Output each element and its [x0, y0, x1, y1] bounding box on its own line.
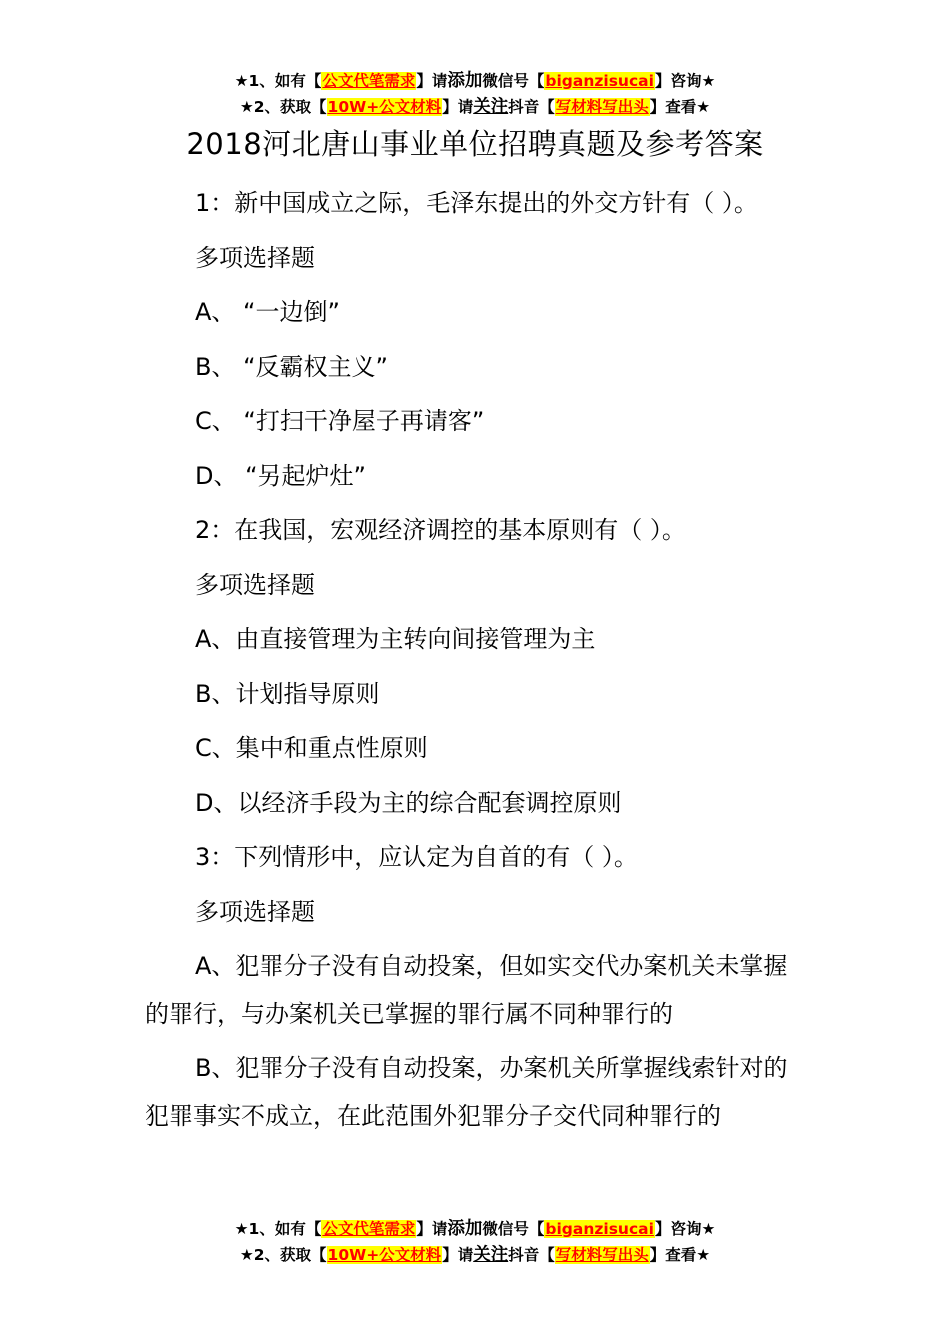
answer-option: D、以经济手段为主的综合配套调控原则 — [195, 788, 622, 817]
banner-text: 】请 — [442, 98, 474, 116]
answer-option: A、犯罪分子没有自动投案，但如实交代办案机关未掌握的罪行，与办案机关已掌握的罪行属不同种罪行的 — [145, 952, 788, 1028]
question-type: 多项选择题 — [195, 243, 315, 272]
answer-option: D、 “另起炉灶” — [195, 461, 366, 490]
banner-text: ★2、获取【 — [239, 98, 327, 116]
banner-text: ★1、如有【 — [234, 72, 322, 90]
banner-highlight: 写材料写出头 — [555, 98, 649, 116]
banner-text: 添加 — [447, 1219, 483, 1239]
question-list — [145, 176, 810, 1146]
banner-highlight: 公文代笔需求 — [322, 72, 416, 90]
banner-text: 关注 — [473, 97, 509, 117]
banner-highlight: 写材料写出头 — [555, 1246, 649, 1264]
banner-text: 】咨询★ — [654, 72, 716, 90]
banner-text: 】请 — [416, 1220, 448, 1238]
banner-text: 】请 — [442, 1246, 474, 1264]
question-stem: 3：下列情形中，应认定为自首的有（ ）。 — [195, 843, 638, 871]
banner-text: 抖音【 — [508, 98, 555, 116]
banner-line-2 — [0, 94, 950, 120]
banner-line-1 — [0, 68, 950, 94]
banner-highlight: biganzisucai — [545, 72, 654, 90]
banner-highlight: 10W+公文材料 — [327, 98, 442, 116]
answer-option: B、 “反霸权主义” — [195, 352, 388, 381]
answer-option: A、 “一边倒” — [195, 298, 340, 326]
banner-text: ★2、获取【 — [239, 1246, 327, 1264]
answer-option: B、计划指导原则 — [195, 679, 380, 708]
banner-text: ★1、如有【 — [234, 1220, 322, 1238]
banner-text: 添加 — [447, 71, 483, 91]
banner-text: 】查看★ — [649, 98, 711, 116]
answer-option: A、由直接管理为主转向间接管理为主 — [195, 625, 596, 653]
question-type: 多项选择题 — [195, 570, 315, 599]
question-stem: 2：在我国，宏观经济调控的基本原则有（ ）。 — [195, 516, 686, 544]
banner-highlight: biganzisucai — [545, 1220, 654, 1238]
header-banner — [0, 68, 950, 120]
banner-text: 】请 — [416, 72, 448, 90]
banner-text: 微信号【 — [482, 1220, 545, 1238]
banner-line-2 — [0, 1242, 950, 1268]
answer-option: C、集中和重点性原则 — [195, 734, 428, 762]
banner-highlight: 10W+公文材料 — [327, 1246, 442, 1264]
question-type: 多项选择题 — [195, 897, 315, 926]
banner-text: 关注 — [473, 1245, 509, 1265]
answer-option: B、犯罪分子没有自动投案，办案机关所掌握线索针对的犯罪事实不成立，在此范围外犯罪分子交代同种罪行的 — [145, 1054, 788, 1130]
banner-text: 】咨询★ — [654, 1220, 716, 1238]
banner-text: 微信号【 — [482, 72, 545, 90]
banner-text: 】查看★ — [649, 1246, 711, 1264]
banner-text: 抖音【 — [508, 1246, 555, 1264]
banner-highlight: 公文代笔需求 — [322, 1220, 416, 1238]
page-title: 2018河北唐山事业单位招聘真题及参考答案 — [186, 127, 764, 161]
question-stem: 1：新中国成立之际，毛泽东提出的外交方针有（ ）。 — [195, 189, 758, 217]
footer-banner — [0, 1216, 950, 1268]
answer-option: C、 “打扫干净屋子再请客” — [195, 407, 485, 435]
banner-line-1 — [0, 1216, 950, 1242]
